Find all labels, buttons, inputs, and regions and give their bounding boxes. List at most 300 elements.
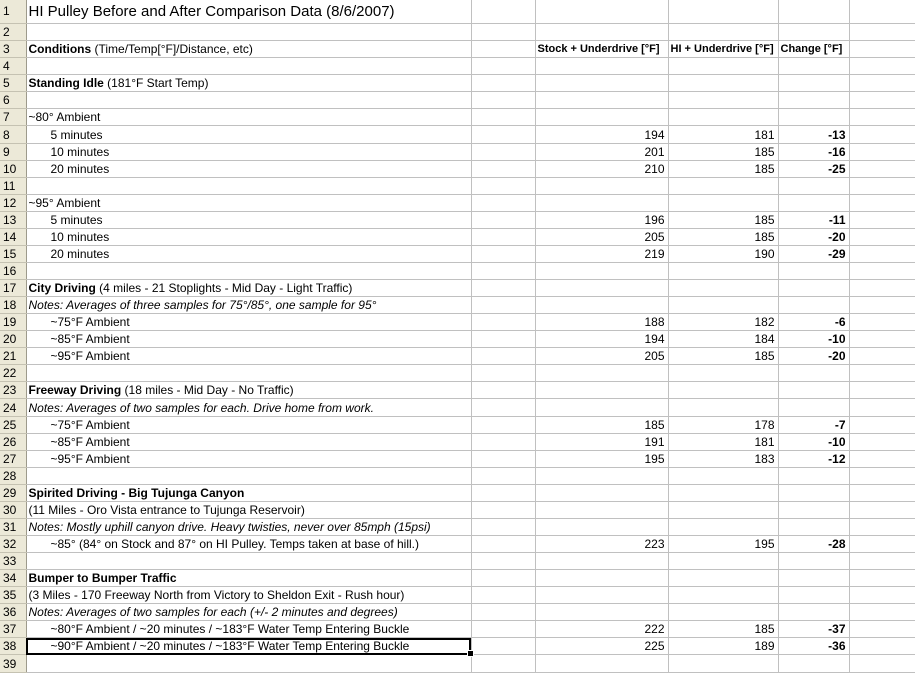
cell-e[interactable]: -25: [778, 160, 849, 177]
cell-e[interactable]: [778, 92, 849, 109]
cell-f[interactable]: [849, 24, 915, 41]
cell-b[interactable]: [471, 467, 535, 484]
section-heading-detail: (181°F Start Temp): [103, 76, 209, 91]
cell-f[interactable]: [849, 604, 915, 621]
cell-f[interactable]: [849, 467, 915, 484]
cell-f[interactable]: [849, 382, 915, 399]
cell-e[interactable]: [778, 604, 849, 621]
row-header[interactable]: 39: [0, 655, 26, 673]
cell-f[interactable]: [849, 570, 915, 587]
row-header[interactable]: 31: [0, 518, 26, 535]
cell-e[interactable]: -10: [778, 433, 849, 450]
cell-c[interactable]: [535, 75, 668, 92]
cell-a[interactable]: [26, 245, 471, 262]
cell-f[interactable]: [849, 194, 915, 211]
row-header[interactable]: 29: [0, 484, 26, 501]
cell-f[interactable]: [849, 262, 915, 279]
cell-f[interactable]: [849, 126, 915, 143]
cell-c[interactable]: 223: [535, 535, 668, 552]
row-header[interactable]: 32: [0, 535, 26, 552]
cell-c[interactable]: [535, 518, 668, 535]
cell-f[interactable]: [849, 433, 915, 450]
cell-f[interactable]: [849, 177, 915, 194]
sheet-row: [0, 587, 915, 604]
cell-e[interactable]: [778, 280, 849, 297]
cell-c[interactable]: [535, 365, 668, 382]
row-header[interactable]: 23: [0, 382, 26, 399]
cell-a[interactable]: [26, 314, 471, 331]
cell-c[interactable]: [535, 24, 668, 41]
fill-handle[interactable]: [467, 650, 474, 657]
cell-c[interactable]: 219: [535, 245, 668, 262]
cell-f[interactable]: [849, 109, 915, 126]
row-header[interactable]: 33: [0, 553, 26, 570]
sheet-row: [0, 382, 915, 399]
cell-c[interactable]: [535, 280, 668, 297]
row-header[interactable]: 13: [0, 211, 26, 228]
cell-f[interactable]: [849, 75, 915, 92]
cell-a[interactable]: [26, 604, 471, 621]
cell-b[interactable]: [471, 621, 535, 638]
cell-b[interactable]: [471, 570, 535, 587]
cell-c[interactable]: 188: [535, 314, 668, 331]
cell-f[interactable]: [849, 484, 915, 501]
cell-e[interactable]: [778, 109, 849, 126]
cell-a[interactable]: [26, 621, 471, 638]
cell-b[interactable]: [471, 280, 535, 297]
cell-b[interactable]: [471, 399, 535, 416]
row-header[interactable]: 16: [0, 262, 26, 279]
cell-c[interactable]: [535, 297, 668, 314]
cell-a[interactable]: [26, 297, 471, 314]
row-header[interactable]: 8: [0, 126, 26, 143]
cell-a[interactable]: [26, 24, 471, 41]
cell-d[interactable]: [668, 587, 778, 604]
cell-c[interactable]: [535, 587, 668, 604]
cell-b[interactable]: [471, 262, 535, 279]
cell-a[interactable]: [26, 75, 471, 92]
row-header[interactable]: 7: [0, 109, 26, 126]
cell-a[interactable]: [26, 450, 471, 467]
cell-f[interactable]: [849, 0, 915, 24]
cell-c[interactable]: [535, 399, 668, 416]
sheet-row: [0, 331, 915, 348]
cell-a[interactable]: [26, 433, 471, 450]
cell-f[interactable]: [849, 621, 915, 638]
cell-b[interactable]: [471, 24, 535, 41]
cell-e[interactable]: [778, 587, 849, 604]
cell-a[interactable]: [26, 58, 471, 75]
cell-d[interactable]: [668, 484, 778, 501]
cell-e[interactable]: [778, 467, 849, 484]
cell-a[interactable]: [26, 280, 471, 297]
cell-e[interactable]: -7: [778, 416, 849, 433]
row-header[interactable]: 15: [0, 245, 26, 262]
row-header[interactable]: 38: [0, 638, 26, 655]
row-header[interactable]: 6: [0, 92, 26, 109]
cell-c[interactable]: [535, 92, 668, 109]
cell-d[interactable]: 185: [668, 160, 778, 177]
row-header[interactable]: 11: [0, 177, 26, 194]
cell-f[interactable]: [849, 399, 915, 416]
cell-f[interactable]: [849, 297, 915, 314]
cell-a[interactable]: [26, 211, 471, 228]
cell-c[interactable]: [535, 570, 668, 587]
cell-f[interactable]: [849, 160, 915, 177]
sheet-row: [0, 535, 915, 552]
sheet-row: [0, 262, 915, 279]
cell-d[interactable]: [668, 655, 778, 673]
cell-d[interactable]: [668, 501, 778, 518]
cell-e[interactable]: [778, 518, 849, 535]
cell-c[interactable]: 205: [535, 348, 668, 365]
cell-e[interactable]: Change [°F]: [778, 41, 849, 58]
row-header[interactable]: 25: [0, 416, 26, 433]
sheet-row: [0, 211, 915, 228]
cell-a-text: ~75°F Ambient: [50, 417, 130, 432]
cell-c[interactable]: [535, 655, 668, 673]
cell-f[interactable]: [849, 314, 915, 331]
cell-e[interactable]: [778, 655, 849, 673]
cell-f[interactable]: [849, 587, 915, 604]
cell-b[interactable]: [471, 501, 535, 518]
cell-a[interactable]: [26, 553, 471, 570]
cell-c[interactable]: 205: [535, 228, 668, 245]
row-header[interactable]: 26: [0, 433, 26, 450]
cell-b[interactable]: [471, 58, 535, 75]
cell-b[interactable]: [471, 587, 535, 604]
cell-d[interactable]: 195: [668, 535, 778, 552]
cell-c[interactable]: [535, 109, 668, 126]
row-header[interactable]: 21: [0, 348, 26, 365]
row-header[interactable]: 30: [0, 501, 26, 518]
cell-d[interactable]: [668, 75, 778, 92]
cell-d[interactable]: 185: [668, 143, 778, 160]
cell-c[interactable]: [535, 382, 668, 399]
cell-a[interactable]: [26, 535, 471, 552]
cell-f[interactable]: [849, 58, 915, 75]
cell-e[interactable]: [778, 365, 849, 382]
cell-d[interactable]: 184: [668, 331, 778, 348]
cell-c[interactable]: 201: [535, 143, 668, 160]
cell-f[interactable]: [849, 655, 915, 673]
row-header[interactable]: 3: [0, 41, 26, 58]
cell-d[interactable]: [668, 0, 778, 24]
cell-f[interactable]: [849, 280, 915, 297]
section-heading: [29, 75, 209, 91]
cell-c[interactable]: [535, 0, 668, 24]
cell-a-text: 10 minutes: [50, 144, 110, 159]
cell-f[interactable]: [849, 348, 915, 365]
cell-e[interactable]: -20: [778, 228, 849, 245]
cell-d[interactable]: 183: [668, 450, 778, 467]
cell-b[interactable]: [471, 109, 535, 126]
cell-c[interactable]: [535, 177, 668, 194]
cell-e[interactable]: -29: [778, 245, 849, 262]
row-header[interactable]: 19: [0, 314, 26, 331]
row-header[interactable]: 20: [0, 331, 26, 348]
row-header[interactable]: 28: [0, 467, 26, 484]
cell-c[interactable]: 210: [535, 160, 668, 177]
cell-d[interactable]: 181: [668, 126, 778, 143]
row-header[interactable]: 37: [0, 621, 26, 638]
cell-f[interactable]: [849, 501, 915, 518]
cell-d[interactable]: [668, 518, 778, 535]
cell-b[interactable]: [471, 194, 535, 211]
cell-c[interactable]: 191: [535, 433, 668, 450]
sheet-row: [0, 501, 915, 518]
cell-e[interactable]: [778, 484, 849, 501]
cell-b[interactable]: [471, 604, 535, 621]
cell-f[interactable]: [849, 450, 915, 467]
cell-e[interactable]: [778, 75, 849, 92]
cell-d[interactable]: [668, 570, 778, 587]
cell-a[interactable]: [26, 587, 471, 604]
cell-e[interactable]: [778, 262, 849, 279]
cell-b[interactable]: [471, 416, 535, 433]
cell-b[interactable]: [471, 535, 535, 552]
cell-a[interactable]: [26, 160, 471, 177]
cell-a[interactable]: [26, 501, 471, 518]
cell-a[interactable]: [26, 92, 471, 109]
cell-c[interactable]: Stock + Underdrive [°F]: [535, 41, 668, 58]
cell-e[interactable]: -12: [778, 450, 849, 467]
cell-e[interactable]: -6: [778, 314, 849, 331]
cell-a[interactable]: [26, 348, 471, 365]
cell-c[interactable]: 185: [535, 416, 668, 433]
cell-e[interactable]: -11: [778, 211, 849, 228]
row-header[interactable]: 4: [0, 58, 26, 75]
cell-e[interactable]: [778, 24, 849, 41]
cell-b[interactable]: [471, 75, 535, 92]
row-header[interactable]: 24: [0, 399, 26, 416]
cell-d[interactable]: [668, 262, 778, 279]
cell-e[interactable]: -13: [778, 126, 849, 143]
cell-f[interactable]: [849, 553, 915, 570]
cell-b[interactable]: [471, 655, 535, 673]
cell-c[interactable]: [535, 501, 668, 518]
cell-d[interactable]: [668, 109, 778, 126]
cell-d[interactable]: 182: [668, 314, 778, 331]
cell-e[interactable]: [778, 194, 849, 211]
cell-d[interactable]: [668, 399, 778, 416]
row-header[interactable]: 27: [0, 450, 26, 467]
cell-a[interactable]: [26, 484, 471, 501]
cell-a[interactable]: [26, 126, 471, 143]
cell-e[interactable]: [778, 382, 849, 399]
cell-b[interactable]: [471, 228, 535, 245]
cell-e[interactable]: -28: [778, 535, 849, 552]
cell-b[interactable]: [471, 484, 535, 501]
row-header[interactable]: 1: [0, 0, 26, 24]
cell-a[interactable]: [26, 143, 471, 160]
cell-c[interactable]: 222: [535, 621, 668, 638]
cell-b[interactable]: [471, 518, 535, 535]
cell-d[interactable]: [668, 553, 778, 570]
row-header[interactable]: 10: [0, 160, 26, 177]
cell-a[interactable]: [26, 0, 471, 24]
cell-c[interactable]: 225: [535, 638, 668, 655]
cell-e[interactable]: [778, 570, 849, 587]
cell-b[interactable]: [471, 126, 535, 143]
cell-d[interactable]: HI + Underdrive [°F]: [668, 41, 778, 58]
cell-b[interactable]: [471, 143, 535, 160]
cell-a[interactable]: [26, 177, 471, 194]
row-header[interactable]: 14: [0, 228, 26, 245]
cell-d[interactable]: [668, 604, 778, 621]
row-header[interactable]: 34: [0, 570, 26, 587]
sheet-row: [0, 75, 915, 92]
cell-f[interactable]: [849, 92, 915, 109]
cell-f[interactable]: [849, 143, 915, 160]
cell-e[interactable]: [778, 399, 849, 416]
cell-b[interactable]: [471, 297, 535, 314]
cell-c[interactable]: [535, 484, 668, 501]
cell-d[interactable]: [668, 177, 778, 194]
cell-f[interactable]: [849, 365, 915, 382]
row-header[interactable]: 12: [0, 194, 26, 211]
cell-a[interactable]: [26, 228, 471, 245]
cell-e[interactable]: -37: [778, 621, 849, 638]
cell-a[interactable]: [26, 382, 471, 399]
cell-a[interactable]: [26, 638, 471, 655]
section-heading: [29, 382, 294, 398]
row-header[interactable]: 9: [0, 143, 26, 160]
section-heading-bold: Standing Idle: [28, 76, 104, 91]
cell-f[interactable]: [849, 518, 915, 535]
cell-d[interactable]: [668, 194, 778, 211]
sheet-row: [0, 621, 915, 638]
cell-a[interactable]: [26, 331, 471, 348]
cell-c[interactable]: [535, 604, 668, 621]
sheet-row: [0, 604, 915, 621]
cell-a-text: Notes: Mostly uphill canyon drive. Heavy twisties, never over 85mph (15psi): [28, 519, 431, 534]
cell-c[interactable]: [535, 262, 668, 279]
sheet-row: [0, 314, 915, 331]
cell-b[interactable]: [471, 553, 535, 570]
cell-a[interactable]: [26, 194, 471, 211]
cell-a[interactable]: [26, 41, 471, 58]
cell-b[interactable]: [471, 314, 535, 331]
cell-e[interactable]: -16: [778, 143, 849, 160]
cell-f[interactable]: [849, 638, 915, 655]
cell-a[interactable]: [26, 518, 471, 535]
cell-d[interactable]: [668, 24, 778, 41]
cell-c[interactable]: [535, 194, 668, 211]
cell-d[interactable]: 178: [668, 416, 778, 433]
cell-a[interactable]: [26, 655, 471, 673]
row-header[interactable]: 17: [0, 280, 26, 297]
cell-b[interactable]: [471, 0, 535, 24]
cell-d[interactable]: [668, 382, 778, 399]
cell-f[interactable]: [849, 228, 915, 245]
row-header[interactable]: 2: [0, 24, 26, 41]
cell-c[interactable]: [535, 553, 668, 570]
cell-d[interactable]: [668, 297, 778, 314]
sheet-row: [0, 297, 915, 314]
cell-a[interactable]: [26, 109, 471, 126]
cell-e[interactable]: -20: [778, 348, 849, 365]
cell-d[interactable]: 189: [668, 638, 778, 655]
cell-f[interactable]: [849, 41, 915, 58]
cell-d[interactable]: [668, 92, 778, 109]
cell-b[interactable]: [471, 41, 535, 58]
cell-b[interactable]: [471, 177, 535, 194]
cell-e[interactable]: [778, 58, 849, 75]
cell-e[interactable]: [778, 297, 849, 314]
cell-d[interactable]: 181: [668, 433, 778, 450]
cell-e[interactable]: -10: [778, 331, 849, 348]
cell-a-text: ~75°F Ambient: [50, 315, 130, 330]
cell-b[interactable]: [471, 160, 535, 177]
cell-d[interactable]: 185: [668, 621, 778, 638]
cell-b[interactable]: [471, 245, 535, 262]
cell-b[interactable]: [471, 433, 535, 450]
cell-b[interactable]: [471, 638, 535, 655]
cell-d[interactable]: 185: [668, 228, 778, 245]
row-header[interactable]: 18: [0, 297, 26, 314]
sheet-row: [0, 228, 915, 245]
cell-a[interactable]: [26, 399, 471, 416]
row-header[interactable]: 35: [0, 587, 26, 604]
cell-a-text: (11 Miles - Oro Vista entrance to Tujunga Reservoir): [28, 502, 305, 517]
row-header[interactable]: 36: [0, 604, 26, 621]
cell-a-text: Spirited Driving - Big Tujunga Canyon: [28, 485, 245, 500]
cell-b[interactable]: [471, 365, 535, 382]
cell-f[interactable]: [849, 416, 915, 433]
cell-d[interactable]: 185: [668, 211, 778, 228]
cell-b[interactable]: [471, 450, 535, 467]
cell-f[interactable]: [849, 331, 915, 348]
cell-a-text: ~80° Ambient: [28, 110, 101, 125]
cell-b[interactable]: [471, 382, 535, 399]
cell-a[interactable]: [26, 416, 471, 433]
cell-d[interactable]: 190: [668, 245, 778, 262]
cell-e[interactable]: [778, 553, 849, 570]
cell-f[interactable]: [849, 535, 915, 552]
cell-d[interactable]: [668, 467, 778, 484]
cell-a[interactable]: [26, 570, 471, 587]
cell-c[interactable]: 195: [535, 450, 668, 467]
cell-e[interactable]: [778, 177, 849, 194]
cell-a[interactable]: [26, 467, 471, 484]
cell-c[interactable]: [535, 58, 668, 75]
cell-c[interactable]: 194: [535, 126, 668, 143]
cell-d[interactable]: [668, 280, 778, 297]
row-header[interactable]: 22: [0, 365, 26, 382]
cell-b[interactable]: [471, 211, 535, 228]
cell-d[interactable]: [668, 58, 778, 75]
cell-b[interactable]: [471, 331, 535, 348]
row-header[interactable]: 5: [0, 75, 26, 92]
sheet-row: [0, 160, 915, 177]
cell-d[interactable]: [668, 365, 778, 382]
cell-b[interactable]: [471, 92, 535, 109]
cell-a-text: 10 minutes: [50, 229, 110, 244]
cell-c[interactable]: 194: [535, 331, 668, 348]
cell-c[interactable]: [535, 467, 668, 484]
cell-e[interactable]: -36: [778, 638, 849, 655]
cell-f[interactable]: [849, 211, 915, 228]
cell-a[interactable]: [26, 262, 471, 279]
cell-a[interactable]: [26, 365, 471, 382]
cell-e[interactable]: [778, 501, 849, 518]
cell-b[interactable]: [471, 348, 535, 365]
cell-e[interactable]: [778, 0, 849, 24]
cell-f[interactable]: [849, 245, 915, 262]
cell-d[interactable]: 185: [668, 348, 778, 365]
cell-c[interactable]: 196: [535, 211, 668, 228]
